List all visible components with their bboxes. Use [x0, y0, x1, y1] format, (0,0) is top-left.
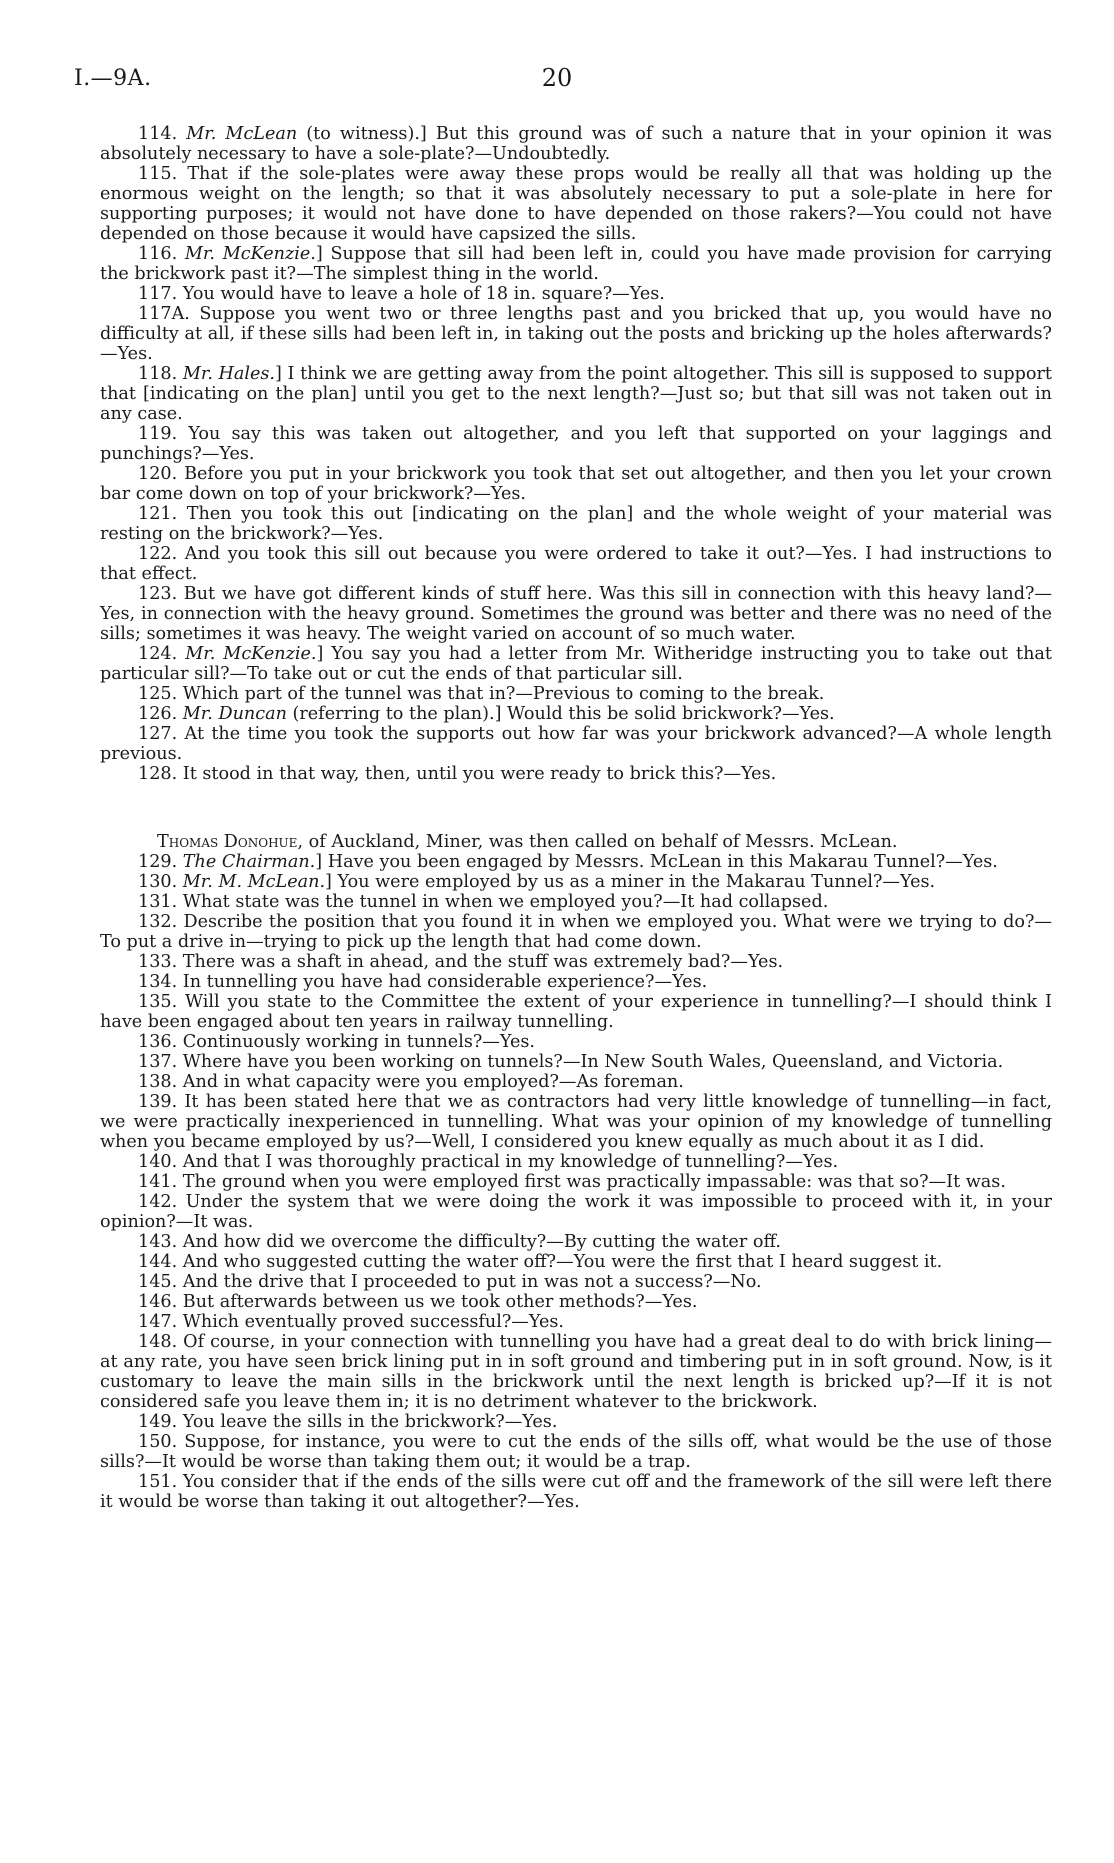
question-text: That if the sole-plates were away these props would be really all that was holding up the enormous weight on the length; so that it was absolutely necessary to put a sole-plate in here for supporting purposes; it would not have done to have depended on those rakers?—You could not have depended on those because it would have capsized the sills. — [100, 164, 1053, 244]
question-number: 146. — [138, 1292, 178, 1312]
question-text: And the drive that I proceeded to put in was not a success?—No. — [182, 1272, 762, 1292]
question-text: It stood in that way, then, until you were ready to brick this?—Yes. — [182, 764, 777, 784]
question-text: Then you took this out [indicating on the plan] and the whole weight of your material was resting on the brickwork?—Yes. — [100, 504, 1053, 544]
question-paragraph — [100, 644, 1052, 684]
question-paragraph — [100, 1472, 1052, 1512]
question-number: 131. — [138, 892, 178, 912]
question-number: 117A. — [138, 304, 190, 324]
question-text: Suppose that sill had been left in, could you have made provision for carrying the brickwork past it?—The simplest thing in the world. — [100, 244, 1052, 284]
question-text: In tunnelling you have had considerable experience?—Yes. — [182, 972, 708, 992]
question-paragraph — [100, 164, 1052, 244]
question-text: And you took this sill out because you were ordered to take it out?—Yes. I had instructions to that effect. — [100, 544, 1052, 584]
speaker-name: Mr. M. McLean. — [182, 872, 326, 892]
witness-intro-text: , of Auckland, Miner, was then called on behalf of Messrs. McLean. — [297, 832, 898, 852]
question-paragraph — [100, 684, 1052, 704]
question-number: 143. — [138, 1232, 178, 1252]
page-number: 20 — [541, 64, 573, 92]
question-number: 127. — [138, 724, 178, 744]
question-number: 151. — [138, 1472, 178, 1492]
question-text: Where have you been working on tunnels?—In New South Wales, Queensland, and Victoria. — [182, 1052, 1004, 1072]
question-number: 144. — [138, 1252, 178, 1272]
question-text: Suppose you went two or three lengths past and you bricked that up, you would have no difficulty at all, if these sills had been left in, in taking out the posts and bricking up the holes afterwards?—Yes. — [100, 304, 1053, 364]
question-paragraph — [100, 1072, 1052, 1092]
question-paragraph — [100, 584, 1052, 644]
question-paragraph — [100, 1232, 1052, 1252]
question-text: Which eventually proved successful?—Yes. — [182, 1312, 564, 1332]
witness-introduction — [100, 832, 1052, 852]
question-paragraph — [100, 764, 1052, 784]
question-paragraph — [100, 1272, 1052, 1292]
question-paragraph — [100, 892, 1052, 912]
question-paragraph — [100, 424, 1052, 464]
question-number: 125. — [138, 684, 178, 704]
question-text: You would have to leave a hole of 18 in. square?—Yes. — [182, 284, 665, 304]
speaker-note: (referring to the plan).] — [286, 704, 502, 724]
question-number: 128. — [138, 764, 178, 784]
question-paragraph — [100, 1172, 1052, 1192]
witness-name: Thomas Donohue — [157, 832, 298, 852]
question-text: You were employed by us as a miner in the Makarau Tunnel?—Yes. — [331, 872, 936, 892]
question-paragraph — [100, 1412, 1052, 1432]
question-text: Before you put in your brickwork you took that set out altogether, and then you let your crown bar come down on top of your brickwork?—Yes. — [100, 464, 1052, 504]
speaker-name: The Chairman. — [182, 852, 316, 872]
question-text: Which part of the tunnel was that in?—Previous to coming to the break. — [182, 684, 825, 704]
question-number: 141. — [138, 1172, 178, 1192]
question-number: 134. — [138, 972, 178, 992]
question-paragraph — [100, 1332, 1052, 1412]
question-text: Have you been engaged by Messrs. McLean in this Makarau Tunnel?—Yes. — [322, 852, 998, 872]
question-paragraph — [100, 1292, 1052, 1312]
question-number: 130. — [138, 872, 178, 892]
testimony-section-2 — [100, 852, 1052, 1512]
question-number: 117. — [138, 284, 178, 304]
question-number: 115. — [138, 164, 178, 184]
question-paragraph — [100, 724, 1052, 764]
question-paragraph — [100, 364, 1052, 424]
question-text: There was a shaft in ahead, and the stuff was extremely bad?—Yes. — [182, 952, 784, 972]
speaker-name: Mr. McLean — [186, 124, 298, 144]
question-text: And how did we overcome the difficulty?—By cutting the water off. — [182, 1232, 781, 1252]
question-number: 142. — [138, 1192, 178, 1212]
question-text: The ground when you were employed first was practically impassable: was that so?—It was. — [182, 1172, 1006, 1192]
question-number: 145. — [138, 1272, 178, 1292]
question-number: 138. — [138, 1072, 178, 1092]
question-number: 114. — [138, 124, 178, 144]
question-paragraph — [100, 1152, 1052, 1172]
question-number: 147. — [138, 1312, 178, 1332]
speaker-note: (to witness).] — [297, 124, 427, 144]
question-number: 136. — [138, 1032, 178, 1052]
question-paragraph — [100, 1092, 1052, 1152]
question-text: You leave the sills in the brickwork?—Yes. — [182, 1412, 558, 1432]
speaker-note: ] — [315, 852, 323, 872]
speaker-name: Mr. Duncan — [182, 704, 287, 724]
question-paragraph — [100, 1032, 1052, 1052]
speaker-name: Mr. McKenzie. — [184, 244, 316, 264]
question-paragraph — [100, 1312, 1052, 1332]
question-number: 119. — [138, 424, 178, 444]
question-number: 149. — [138, 1412, 178, 1432]
question-paragraph — [100, 972, 1052, 992]
question-paragraph — [100, 952, 1052, 972]
speaker-note: ] — [315, 244, 323, 264]
question-number: 120. — [138, 464, 178, 484]
question-text: You consider that if the ends of the sills were cut off and the framework of the sill were left there it would be worse than taking it out altogether?—Yes. — [100, 1472, 1052, 1512]
question-paragraph — [100, 912, 1052, 952]
question-text: You say you had a letter from Mr. Witheridge instructing you to take out that particular sill?—To take out or cut the ends of that particular sill. — [100, 644, 1052, 684]
testimony-section-1 — [100, 124, 1052, 784]
speaker-note: ] — [275, 364, 282, 384]
question-paragraph — [100, 124, 1052, 164]
question-text: Would this be solid brickwork?—Yes. — [501, 704, 835, 724]
question-text: At the time you took the supports out how far was your brickwork advanced?—A whole length previous. — [100, 724, 1052, 764]
speaker-name: Mr. Hales. — [182, 364, 276, 384]
question-paragraph — [100, 544, 1052, 584]
question-number: 126. — [138, 704, 178, 724]
question-number: 124. — [138, 644, 178, 664]
question-paragraph — [100, 284, 1052, 304]
testimony-body — [100, 124, 1052, 1512]
question-text: Suppose, for instance, you were to cut the ends of the sills off, what would be the use of those sills?—It would be worse than taking them out; it would be a trap. — [100, 1432, 1052, 1472]
question-paragraph — [100, 304, 1052, 364]
speaker-note: ] — [325, 872, 332, 892]
question-text: But this ground was of such a nature that in your opinion it was absolutely necessary to have a sole-plate?—Undoubtedly. — [100, 124, 1052, 164]
question-number: 148. — [138, 1332, 178, 1352]
question-text: Will you state to the Committee the extent of your experience in tunnelling?—I should think I have been engaged about ten years in railway tunnelling. — [100, 992, 1052, 1032]
question-text: But we have got different kinds of stuff here. Was this sill in connection with this heavy land?—Yes, in connection with the heavy ground. Sometimes the ground was better and there was no need of the sills; sometimes it was heavy. The weight varied on account of so much water. — [100, 584, 1052, 644]
question-text: And that I was thoroughly practical in my knowledge of tunnelling?—Yes. — [182, 1152, 839, 1172]
question-paragraph — [100, 704, 1052, 724]
question-text: And who suggested cutting the water off?—You were the first that I heard suggest it. — [182, 1252, 943, 1272]
question-paragraph — [100, 244, 1052, 284]
question-number: 121. — [138, 504, 178, 524]
question-text: I think we are getting away from the point altogether. This sill is supposed to support that [indicating on the plan] until you get to the next length?—Just so; but that sill was not taken out in any case. — [100, 364, 1052, 424]
question-text: It has been stated here that we as contractors had very little knowledge of tunnelling—in fact, we were practically inexperienced in tunnelling. What was your opinion of my knowledge of tunnelling when you became employed by us?—Well, I considered you knew equally as much about it as I did. — [100, 1092, 1053, 1152]
question-paragraph — [100, 1052, 1052, 1072]
question-paragraph — [100, 872, 1052, 892]
question-number: 118. — [138, 364, 178, 384]
question-text: What state was the tunnel in when we employed you?—It had collapsed. — [182, 892, 829, 912]
question-paragraph — [100, 464, 1052, 504]
question-text: You say this was taken out altogether, and you left that supported on your laggings and punchings?—Yes. — [100, 424, 1052, 464]
question-number: 150. — [138, 1432, 178, 1452]
question-paragraph — [100, 1252, 1052, 1272]
question-text: But afterwards between us we took other methods?—Yes. — [182, 1292, 698, 1312]
question-number: 135. — [138, 992, 178, 1012]
question-paragraph — [100, 852, 1052, 872]
speaker-name: Mr. McKenzie. — [185, 644, 317, 664]
speaker-note: ] — [316, 644, 324, 664]
document-reference: I.—9A. — [74, 66, 152, 91]
question-number: 133. — [138, 952, 178, 972]
question-number: 132. — [138, 912, 178, 932]
question-text: And in what capacity were you employed?—As foreman. — [182, 1072, 684, 1092]
question-paragraph — [100, 1192, 1052, 1232]
question-text: Of course, in your connection with tunnelling you have had a great deal to do with brick lining—at any rate, you have seen brick lining put in in soft ground and timbering put in in soft ground. Now, is it customary to leave the main sills in the brickwork until the next length is bricked up?—If it is not considered safe you leave them in; it is no detriment whatever to the brickwork. — [100, 1332, 1053, 1412]
question-number: 140. — [138, 1152, 178, 1172]
question-text: Describe the position that you found it in when we employed you. What were we trying to do?—To put a drive in—trying to pick up the length that had come down. — [100, 912, 1053, 952]
question-number: 129. — [138, 852, 178, 872]
question-text: Continuously working in tunnels?—Yes. — [182, 1032, 535, 1052]
question-paragraph — [100, 992, 1052, 1032]
question-number: 122. — [138, 544, 178, 564]
question-number: 123. — [138, 584, 178, 604]
question-number: 137. — [138, 1052, 178, 1072]
question-paragraph — [100, 504, 1052, 544]
question-number: 116. — [138, 244, 178, 264]
question-paragraph — [100, 1432, 1052, 1472]
question-text: Under the system that we were doing the work it was impossible to proceed with it, in your opinion?—It was. — [100, 1192, 1053, 1232]
question-number: 139. — [138, 1092, 178, 1112]
